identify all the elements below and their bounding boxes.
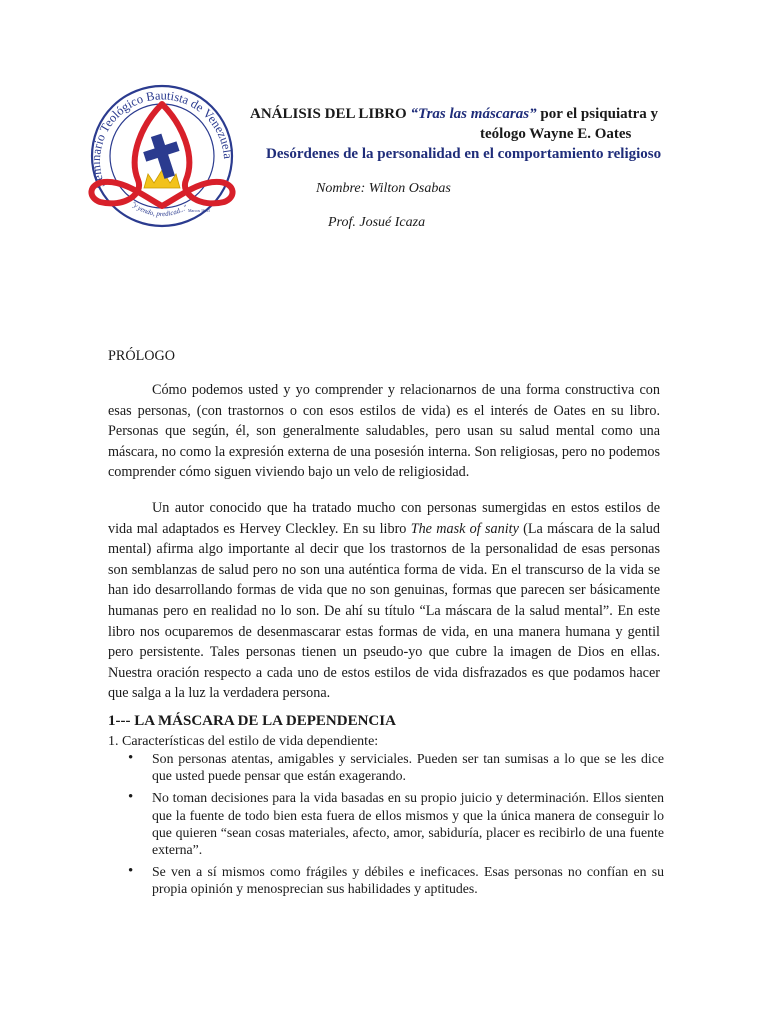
- list-item: • No toman decisiones para la vida basadas en su propio juicio y determinación. Ellos sienten que la fuente de todo bien esta fuera de ellos mismos y que la única manera de conseguir lo que quieren “sean cosas materiales, afecto, amor, sabiduría, placer es recibirlo de una fuente externa”.: [124, 789, 664, 858]
- prologue-paragraph-1: Cómo podemos usted y yo comprender y relacionarnos de una forma constructiva con esas personas, (con trastornos o con esos estilos de vida) es el interés de Oates en su libro. Personas que según, él, son generalmente saludables, pero usan su salud mental como una máscara, no como la expresión externa de una posesión interna. Son religiosas, pero no podemos comprender cómo siguen viviendo bajo un velo de religiosidad.: [108, 382, 660, 481]
- prologue-heading: PRÓLOGO: [108, 348, 176, 364]
- paragraph-text: (La máscara de la salud mental) afirma algo importante al decir que los trastornos de la personalidad de esas personas son semblanzas de salud pero no son una auténtica forma de vida. En el transcurso de la vida se han ido desarrollando formas de vida que no son genuinas, formas que parecen ser básicamente humanas pero en realidad no lo son. De ahí su título “La máscara de la salud mental”. En este libro nos ocuparemos de desenmascarar estas formas de vida, en una manera humana y gentil pero persistente. Tales personas tienen un pseudo-yo que cubre la imagen de Dios en ellas. Nuestra oración respecto a cada uno de estos estilos de vida disfrazados es que podamos hacer que salga a la luz la verdadera persona.: [108, 520, 660, 702]
- logo-motto: "y yendo, predicad...": [129, 200, 189, 219]
- document-subtitle: Desórdenes de la personalidad en el comportamiento religioso: [266, 146, 662, 162]
- book-title: “Tras las máscaras”: [410, 106, 537, 122]
- section-title: 1--- LA MÁSCARA DE LA DEPENDENCIA: [108, 713, 396, 729]
- prologue-paragraph-2: [108, 498, 660, 704]
- document-title-line2: teólogo Wayne E. Oates: [480, 126, 632, 142]
- logo-arc-text: Seminario Teológico Bautista de Venezuela: [88, 88, 235, 191]
- list-item: • Son personas atentas, amigables y serviciales. Pueden ser tan sumisas a lo que se les dice que usted puede pensar que están exagerando.: [124, 750, 664, 784]
- document-title: [250, 106, 658, 123]
- logo-reference: Marcos 16:15: [188, 208, 211, 213]
- section-subtitle: 1. Características del estilo de vida dependiente:: [108, 734, 379, 749]
- paragraph-text: Un autor conocido que ha tratado mucho con personas sumergidas en estos estilos de vida mal adaptados es Hervey Cleckley. En su libro: [108, 500, 660, 537]
- list-item: • Se ven a sí mismos como frágiles y débiles e ineficaces. Esas personas no confían en su propia opinión y menosprecian sus habilidades y aptitudes.: [124, 863, 664, 897]
- seminary-logo: [84, 84, 240, 230]
- student-name: Nombre: Wilton Osabas: [316, 181, 451, 196]
- characteristics-list: [124, 750, 664, 903]
- title-prefix: ANÁLISIS DEL LIBRO: [250, 106, 411, 122]
- title-suffix: por el psiquiatra y: [536, 106, 659, 122]
- cited-book-title: The mask of sanity: [410, 520, 519, 537]
- professor-name: Prof. Josué Icaza: [328, 215, 426, 230]
